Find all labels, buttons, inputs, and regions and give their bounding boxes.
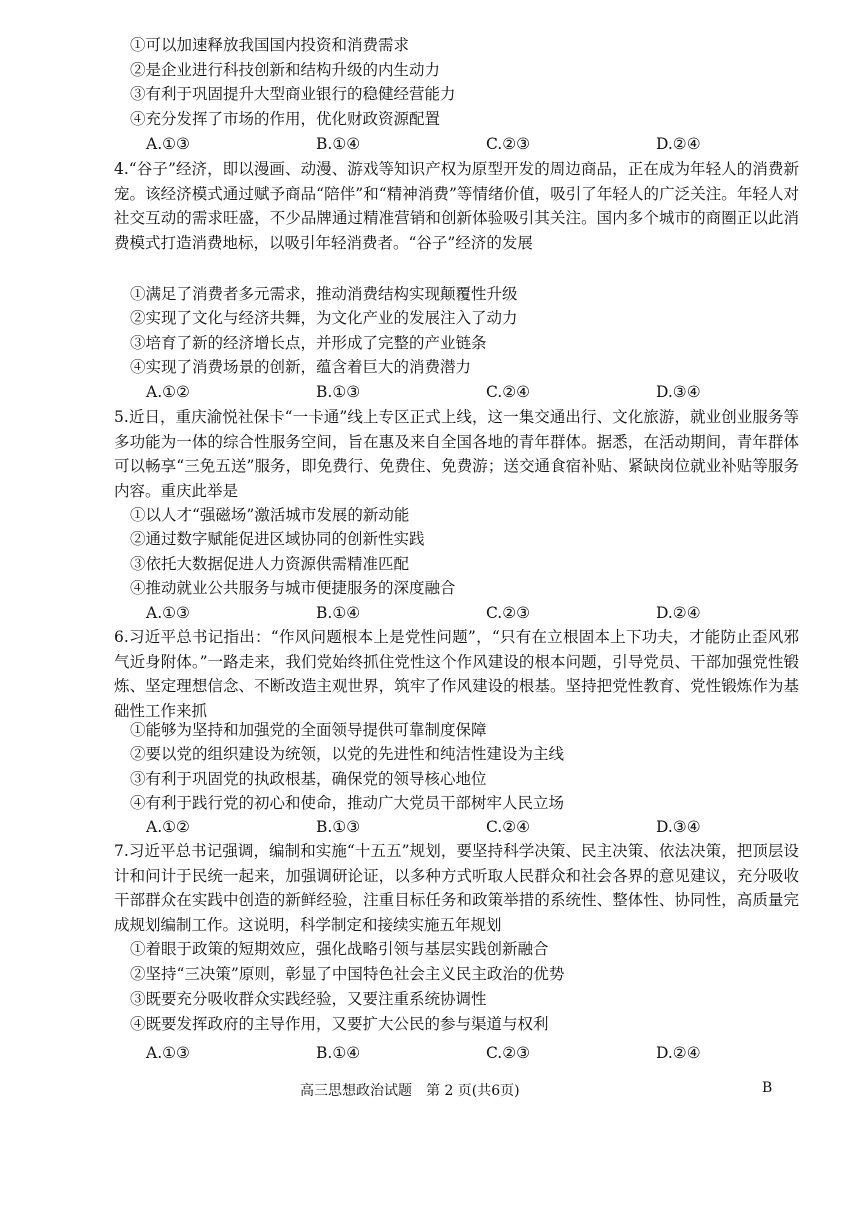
- q5-option-c: C.②③: [486, 604, 531, 622]
- page-footer-version: B: [762, 1080, 773, 1096]
- q4-option-b: B.①③: [316, 383, 361, 401]
- q3-option-c: C.②③: [486, 135, 531, 153]
- q7-option-b: B.①④: [316, 1044, 361, 1062]
- q4-option-c: C.②④: [486, 383, 531, 401]
- q4-statement-2: ②实现了文化与经济共舞，为文化产业的发展注入了动力: [130, 309, 518, 327]
- q6-option-c: C.②④: [486, 818, 531, 836]
- q3-statement-2: ②是企业进行科技创新和结构升级的内生动力: [130, 61, 441, 79]
- q4-option-d: D.③④: [656, 383, 701, 401]
- q5-statement-1: ①以人才“强磁场”激活城市发展的新动能: [130, 506, 410, 524]
- q6-option-a: A.①②: [146, 818, 190, 836]
- q4-option-a: A.①②: [146, 383, 190, 401]
- q5-option-a: A.①③: [146, 604, 190, 622]
- q6-statement-3: ③有利于巩固党的执政根基，确保党的领导核心地位: [130, 770, 487, 788]
- q7-option-c: C.②③: [486, 1044, 531, 1062]
- q7-statement-1: ①着眼于政策的短期效应，强化战略引领与基层实践创新融合: [130, 940, 549, 958]
- q6-option-b: B.①③: [316, 818, 361, 836]
- q4-stem: 4.“谷子”经济，即以漫画、动漫、游戏等知识产权为原型开发的周边商品，正在成为年轻人的消费新宠。该经济模式通过赋予商品“陪伴”和“精神消费”等情绪价值，吸引了年轻人的广泛关注。年轻人对社交互动的需求旺盛，不少品牌通过精准营销和创新体验吸引其关注。国内多个城市的商圈正以此消费模式打造消费地标，以吸引年轻消费者。“谷子”经济的发展: [114, 160, 799, 252]
- q5-statement-4: ④推动就业公共服务与城市便捷服务的深度融合: [130, 579, 456, 597]
- q3-statement-4: ④充分发挥了市场的作用，优化财政资源配置: [130, 110, 441, 128]
- q7-option-d: D.②④: [656, 1044, 701, 1062]
- q5-statement-3: ③依托大数据促进人力资源供需精准匹配: [130, 555, 410, 573]
- q4-statement-1: ①满足了消费者多元需求，推动消费结构实现颠覆性升级: [130, 285, 518, 303]
- q6-statement-1: ①能够为坚持和加强党的全面领导提供可靠制度保障: [130, 721, 487, 739]
- q5-option-b: B.①④: [316, 604, 361, 622]
- q5-statement-2: ②通过数字赋能促进区域协同的创新性实践: [130, 530, 425, 548]
- q7-option-a: A.①③: [146, 1044, 190, 1062]
- q6-option-d: D.③④: [656, 818, 701, 836]
- q4-statement-3: ③培育了新的经济增长点，并形成了完整的产业链条: [130, 334, 487, 352]
- q6-statement-4: ④有利于践行党的初心和使命，推动广大党员干部树牢人民立场: [130, 794, 565, 812]
- q7-statement-4: ④既要发挥政府的主导作用，又要扩大公民的参与渠道与权利: [130, 1015, 549, 1033]
- q5-option-d: D.②④: [656, 604, 701, 622]
- q3-option-a: A.①③: [146, 135, 190, 153]
- q7-statement-3: ③既要充分吸收群众实践经验，又要注重系统协调性: [130, 990, 487, 1008]
- q5-stem: 5.近日，重庆渝悦社保卡“一卡通”线上专区正式上线，这一集交通出行、文化旅游，就业创业服务等多功能为一体的综合性服务空间，旨在惠及来自全国各地的青年群体。据悉，在活动期间，青年群体可以畅享“三免五送”服务，即免费行、免费住、免费游；送交通食宿补贴、紧缺岗位就业补贴等服务内容。重庆此举是: [114, 408, 799, 500]
- q3-option-b: B.①④: [316, 135, 361, 153]
- q7-stem: 7.习近平总书记强调，编制和实施“十五五”规划，要坚持科学决策、民主决策、依法决策，把顶层设计和问计于民统一起来，加强调研论证，以多种方式听取人民群众和社会各界的意见建议，充分吸收干部群众在实践中创造的新鲜经验，注重目标任务和政策举措的系统性、整体性、协同性，高质量完成规划编制工作。这说明，科学制定和接续实施五年规划: [114, 842, 799, 934]
- q6-stem: 6.习近平总书记指出：“作风问题根本上是党性问题”，“只有在立根固本上下功夫，才能防止歪风邪气近身附体。”一路走来，我们党始终抓住党性这个作风建设的根本问题，引导党员、干部加强党性锻炼、坚定理想信念、不断改造主观世界，筑牢了作风建设的根基。坚持把党性教育、党性锻炼作为基础性工作来抓: [114, 628, 799, 720]
- page-footer-title: 高三思想政治试题 第 2 页(共6页): [300, 1083, 520, 1099]
- q4-statement-4: ④实现了消费场景的创新，蕴含着巨大的消费潜力: [130, 358, 472, 376]
- q3-statement-3: ③有利于巩固提升大型商业银行的稳健经营能力: [130, 85, 456, 103]
- q3-option-d: D.②④: [656, 135, 701, 153]
- q3-statement-1: ①可以加速释放我国国内投资和消费需求: [130, 36, 410, 54]
- q6-statement-2: ②要以党的组织建设为统领，以党的先进性和纯洁性建设为主线: [130, 745, 565, 763]
- q7-statement-2: ②坚持“三决策”原则，彰显了中国特色社会主义民主政治的优势: [130, 965, 565, 983]
